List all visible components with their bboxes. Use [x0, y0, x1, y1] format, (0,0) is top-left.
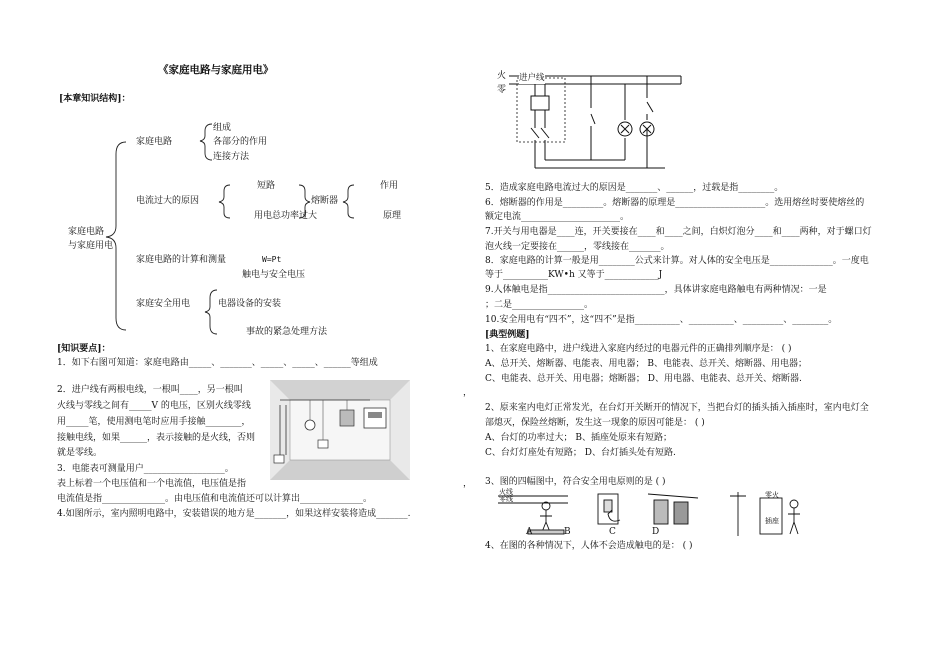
- tree-fuse-function: 作用: [380, 181, 399, 191]
- question-3-line: 表上标着一个电压值和一个电流值，电压值是指: [57, 479, 247, 489]
- tree-circuit-item: 连接方法: [213, 152, 250, 162]
- example-3-pictures: [498, 490, 838, 540]
- example-3-option-d: D: [652, 527, 660, 537]
- example-2-line: 部熄灭，保险丝熔断，发生这一现象的原因可能是： ( ): [485, 418, 705, 428]
- example-3: 3、图的四幅图中，符合安全用电原则的是 ( ): [485, 477, 666, 487]
- example-3-option-a: A: [526, 527, 533, 537]
- example-3-pic-label: 零线: [499, 495, 513, 503]
- example-3-pic-label: 插座: [765, 517, 779, 525]
- question-3-line: 电流值是指______________。由电压值和电流值还可以计算出______________。: [57, 494, 373, 504]
- circuit-label-live: 火: [497, 71, 507, 81]
- question-4: 4.如图所示，室内照明电路中，安装错误的地方是_______，如果这样安装将造成_______.: [57, 509, 411, 519]
- stray-comma: ，: [463, 388, 473, 398]
- stray-comma: ，: [463, 479, 473, 489]
- tree-safety-item: 电器设备的安装: [218, 299, 282, 309]
- example-3-option-b: B: [564, 527, 571, 537]
- home-circuit-diagram: [495, 68, 695, 178]
- circuit-label-inlet: 进户线: [519, 73, 545, 83]
- tree-formula: W=Pt: [262, 255, 282, 264]
- examples-heading: [典型例题]: [485, 330, 530, 340]
- tree-overload: 用电总功率过大: [254, 211, 318, 221]
- question-6-line: 6．熔断器的作用是_________。熔断器的原理是____________________。选用熔丝时要使熔丝的: [485, 198, 865, 208]
- example-4: 4、在图的各种情况下，人体不会造成触电的是： ( ): [485, 541, 693, 551]
- question-8-line: 等于__________KW•h 又等于____________J: [485, 270, 663, 280]
- tree-shock: 触电与安全电压: [242, 270, 306, 280]
- question-2-line: 就是零线。: [57, 448, 103, 458]
- question-7-line: 泡火线一定要接在______，零线接在_______。: [485, 242, 670, 252]
- example-1-line: C、电能表、总开关、用电器；熔断器； D、用电器、电能表、总开关、熔断器.: [485, 374, 802, 384]
- tree-root-line1: 家庭电路: [68, 227, 105, 237]
- tree-short-circuit: 短路: [257, 181, 276, 191]
- question-6-line: 额定电流______________________。: [485, 212, 630, 222]
- tree-fuse: 熔断器: [311, 196, 339, 206]
- tree-branch-calc: 家庭电路的计算和测量: [136, 255, 227, 265]
- example-2-line: 2、原来室内电灯正常发光，在台灯开关断开的情况下，当把台灯的插头插入插座时，室内电灯全: [485, 403, 869, 413]
- example-2-line: C、台灯灯座处有短路； D、台灯插头处有短路.: [485, 448, 676, 458]
- doc-title: 《家庭电路与家庭用电》: [158, 64, 274, 76]
- example-3-pic-label: 火线: [499, 488, 513, 496]
- tree-safety-item: 事故的紧急处理方法: [246, 327, 328, 337]
- points-heading: [知识要点]：: [57, 344, 111, 354]
- question-2-line: 2．进户线有两根电线，一根叫____，另一根叫: [57, 385, 243, 395]
- tree-fuse-principle: 原理: [383, 211, 402, 221]
- question-3-line: 3．电能表可测量用户__________________。: [57, 464, 234, 474]
- question-2-line: 用_____笔，使用测电笔时应用手接触________，: [57, 417, 251, 427]
- question-8-line: 8．家庭电路的计算一般是用________公式来计算。对人体的安全电压是______________。一度电: [485, 256, 869, 266]
- room-wiring-image: [270, 380, 410, 480]
- example-1-line: A、总开关、熔断器、电能表、用电器； B、电能表、总开关、熔断器、用电器；: [485, 359, 807, 369]
- question-9-line: ；二是________________。: [485, 300, 594, 310]
- example-1-line: 1、在家庭电路中，进户线进入家庭内经过的电器元件的正确排列顺序是： ( ): [485, 344, 792, 354]
- structure-heading: [本章知识结构]：: [59, 94, 131, 104]
- question-1: 1．如下右图可知道：家庭电路由_____、_______、_____、_____、______等组成: [57, 358, 378, 368]
- tree-circuit-item: 组成: [213, 123, 232, 133]
- tree-root-line2: 与家庭用电: [68, 241, 114, 251]
- question-10: 10.安全用电有“四不”，这“四不”是指__________、__________、_________、________。: [485, 315, 838, 325]
- tree-branch-overcurrent: 电流过大的原因: [136, 196, 200, 206]
- question-2-line: 接触电线，如果______，表示接触的是火线，否则: [57, 433, 256, 443]
- question-5: 5．造成家庭电路电流过大的原因是_______、______，过载是指________。: [485, 183, 784, 193]
- question-9-line: 9.人体触电是指__________________________，具体讲家庭电路触电有两种情况：一是: [485, 285, 827, 295]
- example-3-pic-label: 零火: [765, 491, 779, 499]
- circuit-label-neutral: 零: [497, 85, 507, 95]
- question-7-line: 7.开关与用电器是____连，开关要接在____和____之间，白炽灯泡分____和____两种，对于螺口灯: [485, 227, 872, 237]
- example-2-line: A、台灯的功率过大； B、插座处原来有短路；: [485, 433, 672, 443]
- example-3-option-c: C: [609, 527, 616, 537]
- tree-branch-circuit: 家庭电路: [136, 137, 173, 147]
- tree-circuit-item: 各部分的作用: [213, 137, 268, 147]
- question-2-line: 火线与零线之间有_____V 的电压，区别火线零线: [57, 401, 251, 411]
- tree-branch-safety: 家庭安全用电: [136, 299, 191, 309]
